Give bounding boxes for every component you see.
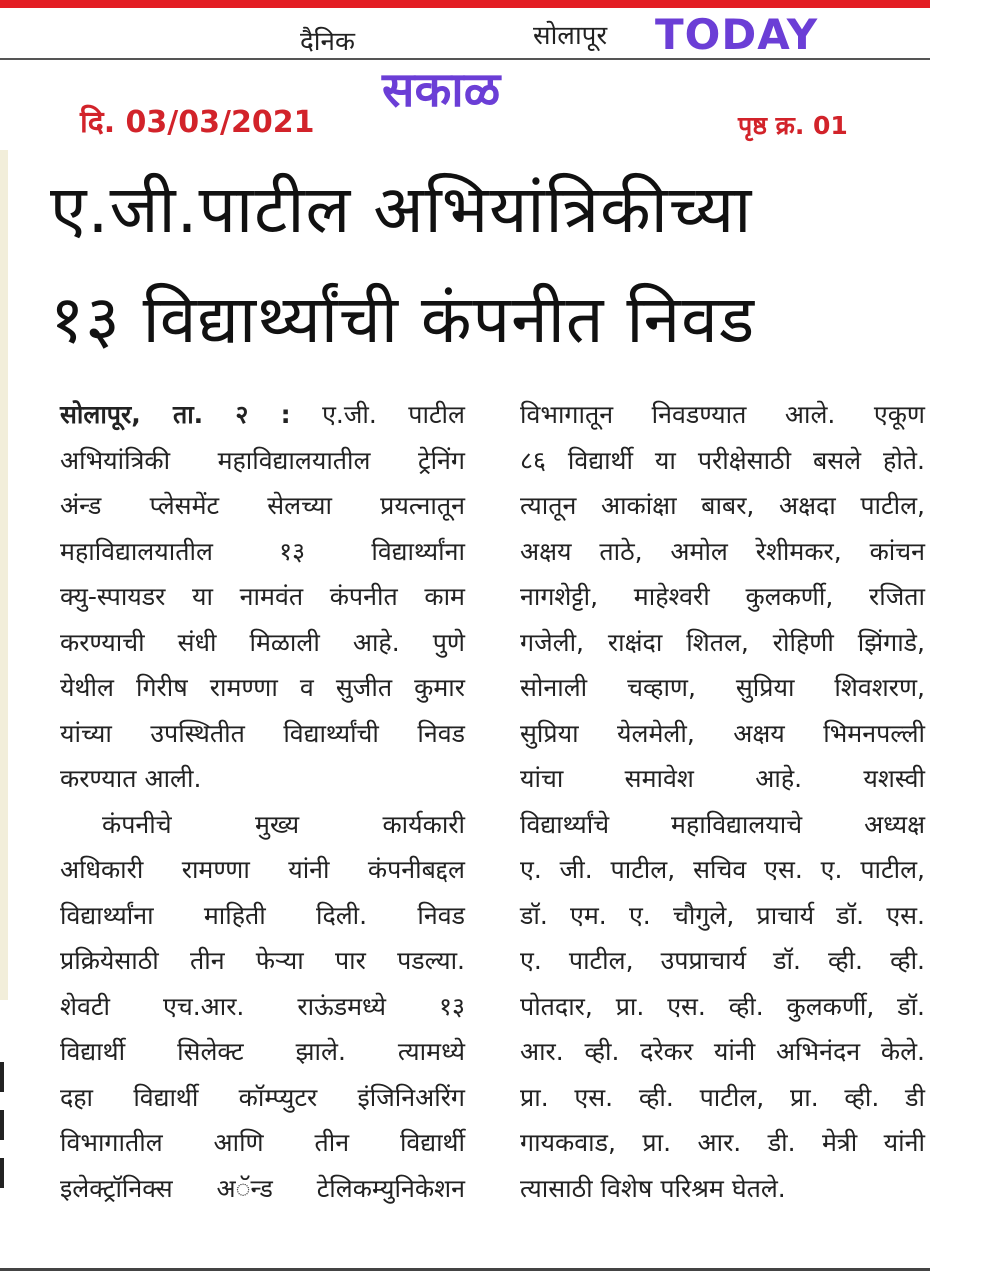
article-line: करण्याची संधी मिळाली आहे. पुणे	[60, 627, 465, 657]
article-line: विभागातून निवडण्यात आले. एकूण	[520, 400, 925, 429]
article-column-1	[60, 392, 465, 1211]
article-line: प्रा. एस. व्ही. पाटील, प्रा. व्ही. डी	[520, 1082, 925, 1112]
article-line: इलेक्ट्रॉनिक्स अॅन्ड टेलिकम्युनिकेशन	[60, 1173, 465, 1203]
article-line: विद्यार्थ्यांचे महाविद्यालयाचे अध्यक्ष	[520, 809, 925, 839]
top-red-band	[0, 0, 985, 8]
article-line: कंपनीचे मुख्य कार्यकारी	[102, 809, 465, 839]
article-line: त्यासाठी विशेष परिश्रम घेतले.	[520, 1173, 786, 1203]
adjacent-column-mark	[0, 1158, 4, 1188]
article-line: करण्यात आली.	[60, 764, 202, 793]
article-line: नागशेट्टी, माहेश्वरी कुलकर्णी, रजिता	[520, 582, 925, 611]
adjacent-clipping-edge	[0, 150, 8, 1000]
dateline: सोलापूर, ता. २ :	[60, 400, 291, 429]
article-line: विभागातील आणि तीन विद्यार्थी	[60, 1128, 465, 1157]
daily-label: दैनिक	[300, 27, 355, 57]
article-line: प्रक्रियेसाठी तीन फेऱ्या पार पडल्या.	[60, 946, 465, 975]
bottom-rule	[0, 1268, 930, 1271]
article-line: विद्यार्थ्यांना माहिती दिली. निवड	[60, 900, 465, 930]
article-line: यांचा समावेश आहे. यशस्वी	[520, 764, 925, 793]
article-line: गजेली, राक्षंदा शितल, रोहिणी झिंगाडे,	[520, 627, 925, 657]
right-margin	[930, 0, 985, 1280]
article-line: येथील गिरीष रामण्णा व सुजीत कुमार	[60, 673, 465, 702]
article-line: गायकवाड, प्रा. आर. डी. मेत्री यांनी	[520, 1128, 925, 1157]
article-line: अक्षय ताठे, अमोल रेशीमकर, कांचन	[520, 536, 925, 566]
article-column-2	[520, 392, 925, 1211]
article-line: क्यु-स्पायडर या नामवंत कंपनीत काम	[60, 582, 465, 611]
masthead-logo: सकाळ	[382, 62, 501, 118]
article-line: ए. जी. पाटील, सचिव एस. ए. पाटील,	[520, 855, 925, 884]
article-line: अधिकारी रामण्णा यांनी कंपनीबद्दल	[60, 855, 465, 884]
page-number: पृष्ठ क्र. 01	[738, 111, 848, 140]
headline-line-2: १३ विद्यार्थ्यांची कंपनीत निवड	[50, 281, 756, 358]
article-line: आर. व्ही. दरेकर यांनी अभिनंदन केले.	[520, 1037, 925, 1066]
article-line: ए. पाटील, उपप्राचार्य डॉ. व्ही. व्ही.	[520, 946, 925, 975]
article-line: ८६ विद्यार्थी या परीक्षेसाठी बसले होते.	[520, 445, 925, 475]
article-line: सोलापूर, ता. २ : ए.जी. पाटील	[60, 400, 465, 429]
article-line: सोनाली चव्हाण, सुप्रिया शिवशरण,	[520, 673, 925, 702]
article-line: त्यातून आकांक्षा बाबर, अक्षदा पाटील,	[520, 491, 925, 520]
city-label: सोलापूर	[533, 21, 608, 51]
adjacent-column-mark	[0, 1062, 4, 1092]
article-line: दहा विद्यार्थी कॉम्प्युटर इंजिनिअरिंग	[60, 1082, 465, 1112]
adjacent-column-mark	[0, 1110, 4, 1140]
article-line: शेवटी एच.आर. राऊंडमध्ये १३	[60, 991, 465, 1021]
today-label: TODAY	[655, 10, 819, 59]
publication-date: दि. 03/03/2021	[80, 105, 315, 140]
article-line: अभियांत्रिकी महाविद्यालयातील ट्रेनिंग	[60, 445, 465, 475]
article-line: डॉ. एम. ए. चौगुले, प्राचार्य डॉ. एस.	[520, 900, 925, 930]
article-line: सुप्रिया येलमेली, अक्षय भिमनपल्ली	[520, 718, 925, 748]
article-line: यांच्या उपस्थितीत विद्यार्थ्यांची निवड	[60, 718, 465, 748]
article-line: पोतदार, प्रा. एस. व्ही. कुलकर्णी, डॉ.	[520, 991, 925, 1021]
article-line: महाविद्यालयातील १३ विद्यार्थ्यांना	[60, 536, 465, 566]
article-line: विद्यार्थी सिलेक्ट झाले. त्यामध्ये	[60, 1037, 465, 1066]
article-line: अंन्ड प्लेसमेंट सेलच्या प्रयत्नातून	[60, 491, 465, 520]
headline-line-1: ए.जी.पाटील अभियांत्रिकीच्या	[50, 171, 753, 248]
